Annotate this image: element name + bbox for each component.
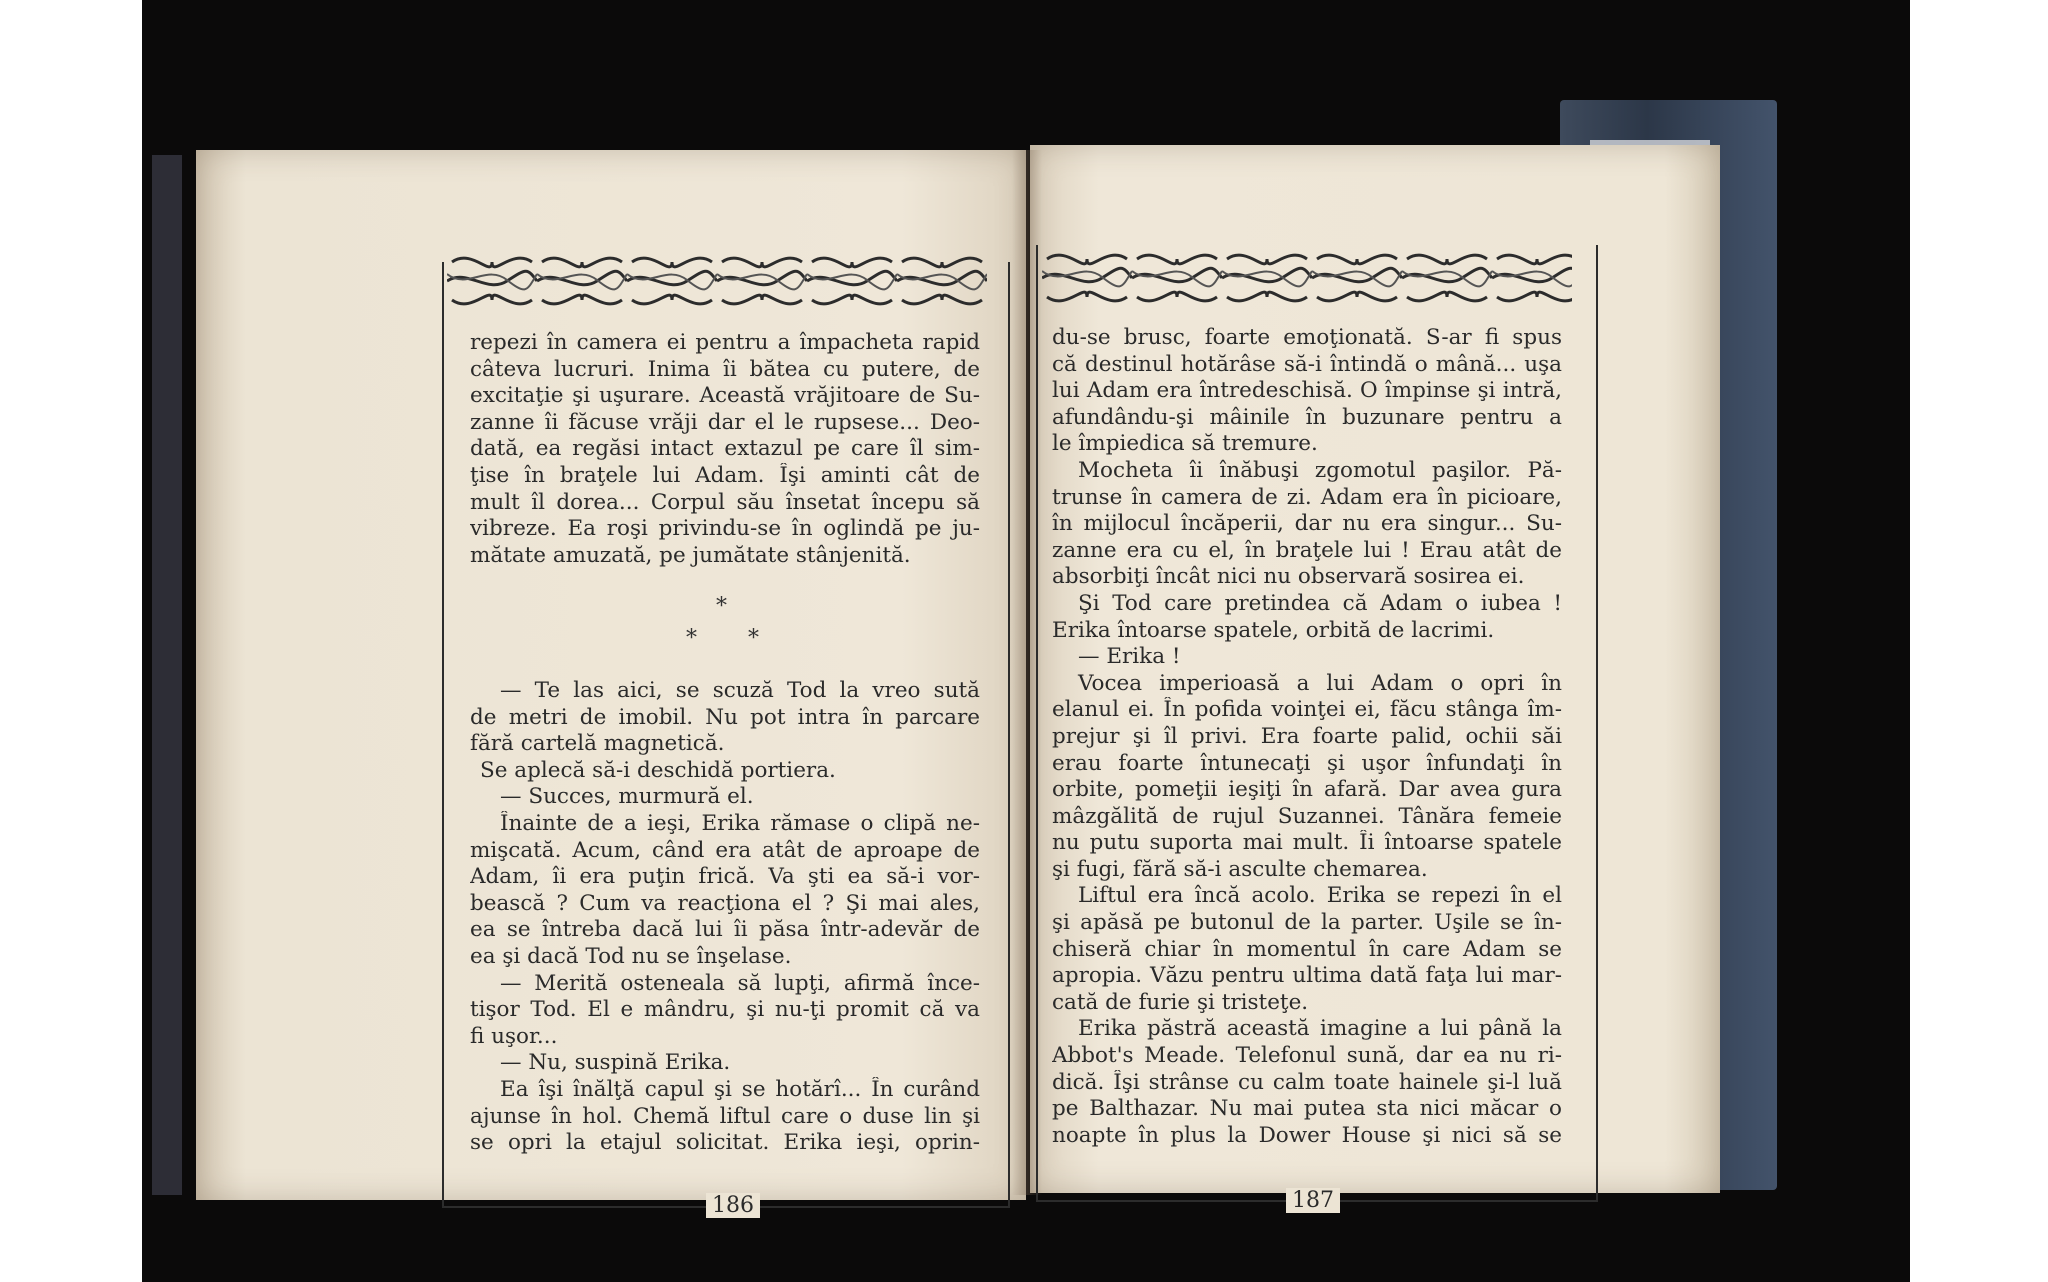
- text-line: Înainte de a ieşi, Erika rămase o clipă ne-: [500, 810, 980, 836]
- text-line: se opri la etajul solicitat. Erika ieşi, oprin-: [470, 1130, 980, 1156]
- text-line: — Succes, murmură el.: [500, 784, 754, 810]
- text-line: noapte în plus la Dower House şi nici să se: [1052, 1122, 1562, 1148]
- right-ornament-border: [1042, 247, 1572, 309]
- text-line: cată de furie şi tristeţe.: [1052, 989, 1309, 1015]
- text-line: absorbiţi încât nici nu observară sosirea ei.: [1052, 564, 1525, 590]
- text-line: câteva lucruri. Inima îi bătea cu putere, de: [470, 356, 980, 382]
- text-line: dată, ea regăsi intact extazul pe care îl sim-: [470, 436, 980, 462]
- text-line: bească ? Cum va reacţiona el ? Şi mai ales,: [470, 890, 980, 916]
- text-line: mâzgălită de rujul Suzannei. Tânăra femeie: [1052, 803, 1562, 829]
- text-line: fără cartelă magnetică.: [470, 731, 725, 757]
- text-line: zanne era cu el, în braţele lui ! Erau atât de: [1052, 537, 1562, 563]
- section-break-star: *: [686, 626, 697, 651]
- text-line: de metri de imobil. Nu pot intra în parcare: [470, 704, 980, 730]
- book-spine-left: [152, 155, 182, 1195]
- text-line: Adam, îi era puţin frică. Va şti ea să-i vor-: [470, 864, 980, 890]
- left-page-text-bottom: [470, 678, 980, 1157]
- text-line: Liftul era încă acolo. Erika se repezi în el: [1078, 883, 1562, 909]
- text-line: fi uşor...: [470, 1023, 558, 1049]
- text-line: zanne îi făcuse vrăji dar el le rupsese... Deo-: [470, 409, 980, 435]
- text-line: lui Adam era întredeschisă. O împinse şi intră,: [1052, 378, 1562, 404]
- text-line: — Erika !: [1078, 644, 1181, 670]
- text-line: vibreze. Ea roşi privindu-se în oglindă pe ju-: [470, 516, 980, 542]
- text-line: că destinul hotărâse să-i întindă o mână... uşa: [1052, 351, 1562, 377]
- text-line: orbite, pomeţii ieşiţi în afară. Dar avea gura: [1052, 777, 1562, 803]
- left-page-text-top: [470, 330, 980, 569]
- left-ornament-border: [447, 250, 987, 312]
- text-line: — Merită osteneala să lupţi, afirmă înce-: [500, 970, 980, 996]
- text-line: Erika întoarse spatele, orbită de lacrimi.: [1052, 617, 1495, 643]
- text-line: ajunse în hol. Chemă liftul care o duse lin şi: [470, 1103, 980, 1129]
- text-line: Ea îşi înălţă capul şi se hotărî... În curând: [500, 1076, 980, 1102]
- text-line: le împiedica să tremure.: [1052, 431, 1318, 457]
- page-number-left: 186: [706, 1193, 760, 1218]
- text-line: dică. Îşi strânse cu calm toate hainele şi-l luă: [1052, 1069, 1562, 1095]
- section-break-star: *: [748, 626, 759, 651]
- text-line: şi fugi, fără să-i asculte chemarea.: [1052, 856, 1428, 882]
- text-line: Vocea imperioasă a lui Adam o opri în: [1078, 670, 1562, 696]
- text-line: trunse în camera de zi. Adam era în picioare,: [1052, 484, 1562, 510]
- text-line: mult îl dorea... Corpul său însetat începu să: [470, 489, 980, 515]
- text-line: Şi Tod care pretindea că Adam o iubea !: [1078, 590, 1562, 616]
- text-line: Abbot's Meade. Telefonul sună, dar ea nu ri-: [1052, 1043, 1562, 1069]
- section-break-star: *: [716, 594, 727, 619]
- text-line: apropia. Văzu pentru ultima dată faţa lui mar-: [1052, 963, 1562, 989]
- text-line: mişcată. Acum, când era atât de aproape de: [470, 837, 980, 863]
- text-line: nu putu suporta mai mult. Îi întoarse spatele: [1052, 830, 1562, 856]
- text-line: chiseră chiar în momentul în care Adam se: [1052, 936, 1562, 962]
- text-line: erau foarte întunecaţi şi uşor înfundaţi în: [1052, 750, 1562, 776]
- right-page-text: [1052, 325, 1562, 1149]
- text-line: Erika păstră această imagine a lui până la: [1078, 1016, 1562, 1042]
- text-line: ea se întreba dacă lui îi păsa într-adevăr de: [470, 917, 980, 943]
- text-line: în mijlocul încăperii, dar nu era singur... Su-: [1052, 511, 1562, 537]
- text-line: — Te las aici, se scuză Tod la vreo sută: [500, 678, 980, 703]
- text-line: ţise în braţele lui Adam. Îşi aminti cât de: [470, 462, 980, 488]
- text-line: prejur şi îl privi. Era foarte palid, ochii săi: [1052, 723, 1562, 749]
- text-line: pe Balthazar. Nu mai putea sta nici măcar o: [1052, 1096, 1562, 1122]
- text-line: ea şi dacă Tod nu se înşelase.: [470, 943, 792, 969]
- text-line: tişor Tod. El e mândru, şi nu-ţi promit că va: [470, 997, 980, 1023]
- text-line: excitaţie şi uşurare. Această vrăjitoare de Su-: [470, 383, 980, 409]
- page-number-right: 187: [1286, 1188, 1340, 1213]
- text-line: afundându-şi mâinile în buzunare pentru a: [1052, 404, 1562, 430]
- text-line: repezi în camera ei pentru a împacheta rapid: [470, 330, 980, 355]
- text-line: Se aplecă să-i deschidă portiera.: [480, 757, 836, 783]
- text-line: şi apăsă pe butonul de la parter. Uşile se în-: [1052, 910, 1562, 936]
- text-line: Mocheta îi înăbuşi zgomotul paşilor. Pă-: [1078, 457, 1562, 483]
- text-line: — Nu, suspină Erika.: [500, 1050, 731, 1076]
- text-line: mătate amuzată, pe jumătate stânjenită.: [470, 542, 911, 568]
- text-line: elanul ei. În pofida voinţei ei, făcu stânga îm-: [1052, 697, 1562, 723]
- text-line: du-se brusc, foarte emoţionată. S-ar fi spus: [1052, 325, 1562, 350]
